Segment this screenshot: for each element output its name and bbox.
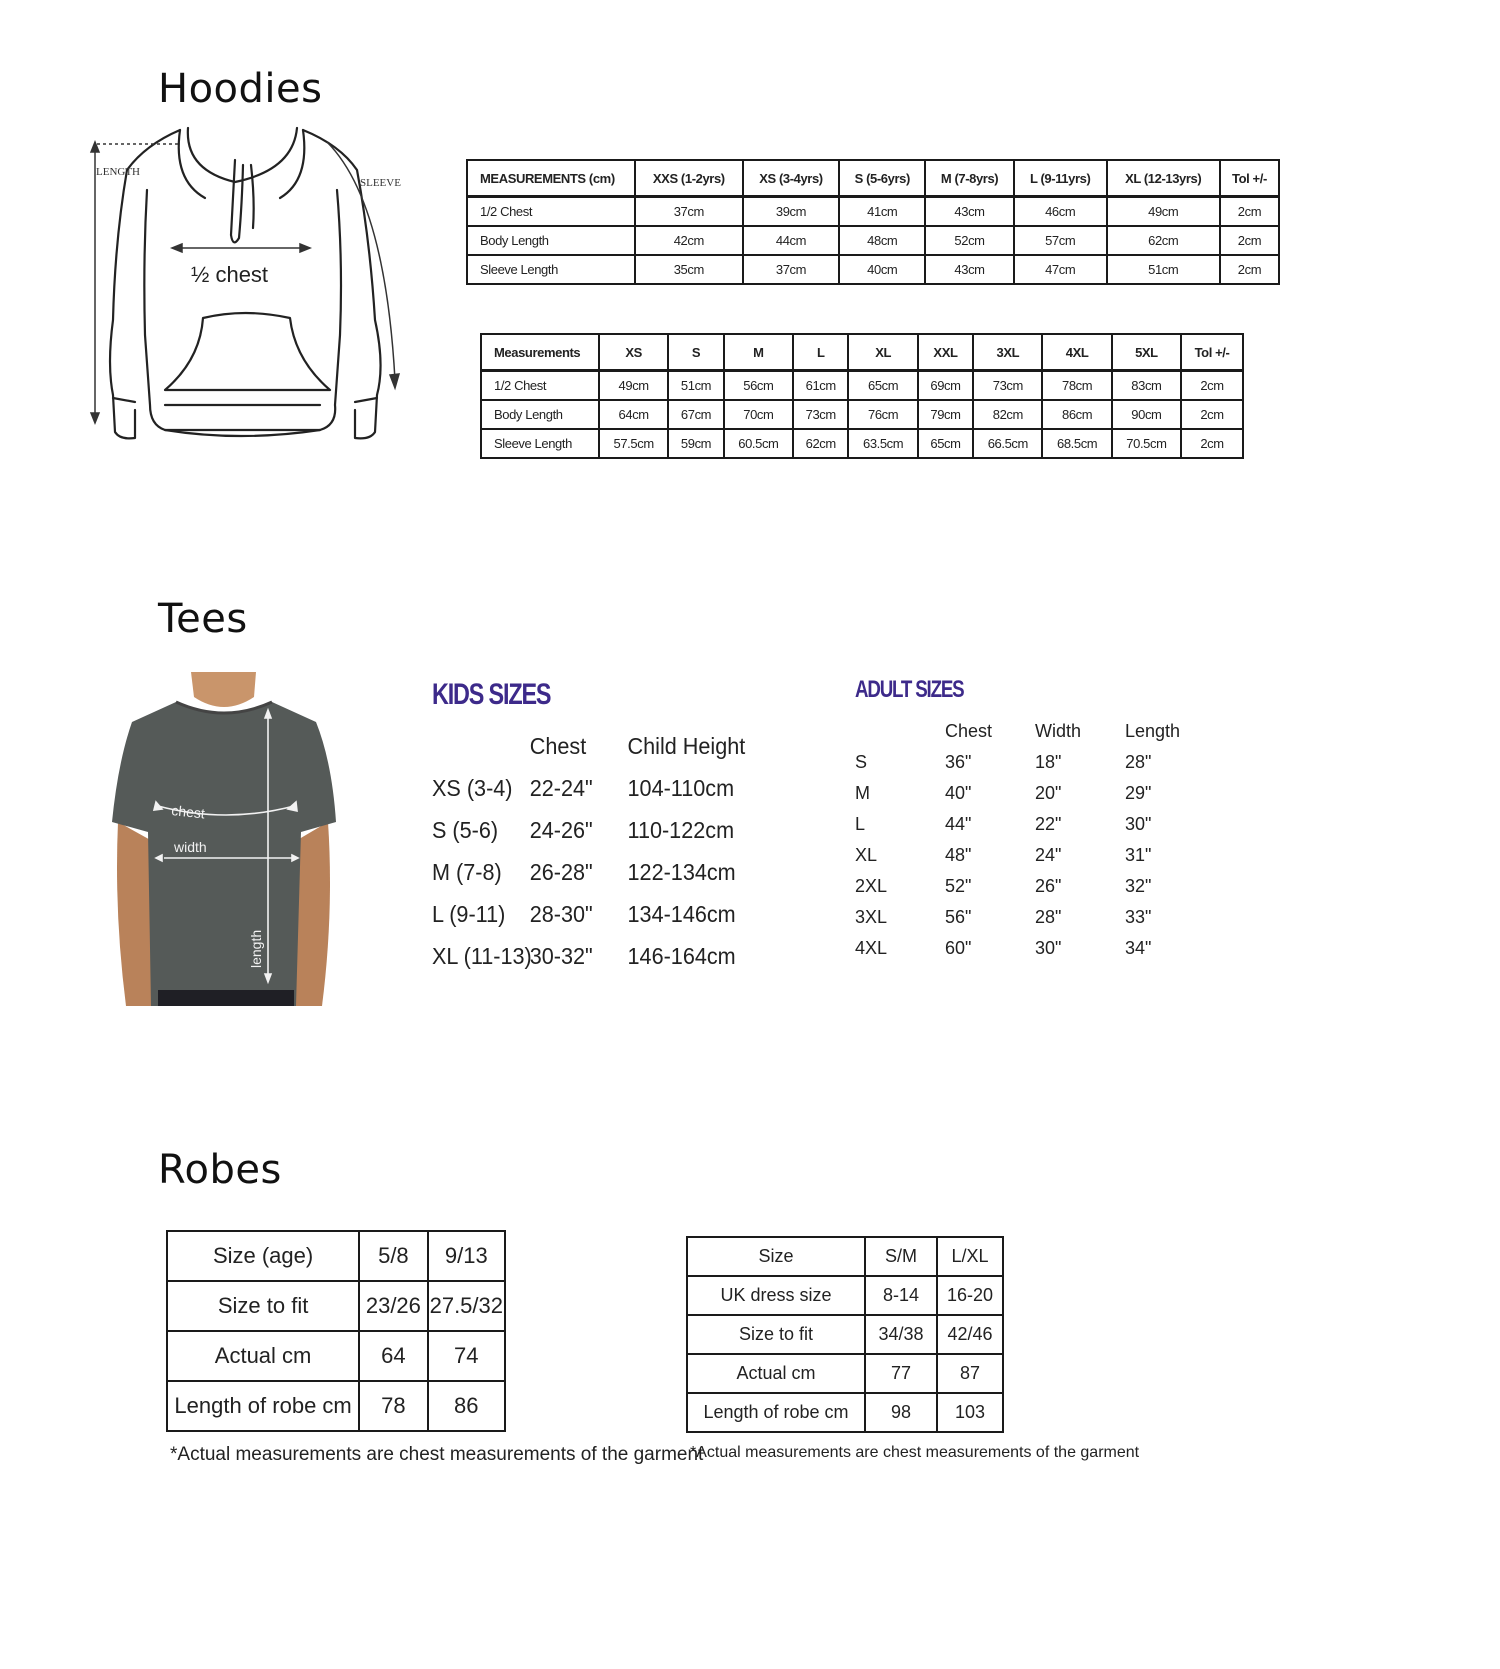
table-cell: 2cm xyxy=(1220,197,1279,227)
row-label: Size xyxy=(687,1237,865,1276)
table-cell: 49cm xyxy=(599,371,668,401)
table-header-cell: XL (12-13yrs) xyxy=(1107,160,1220,197)
tee-width-label: width xyxy=(174,839,207,855)
table-cell: 34/38 xyxy=(865,1315,937,1354)
table-cell: 5/8 xyxy=(359,1231,427,1281)
adult-tee-size-table xyxy=(855,721,1215,959)
table-row xyxy=(687,1237,1003,1276)
table-cell: 60.5cm xyxy=(724,429,793,458)
row-label: Length of robe cm xyxy=(687,1393,865,1432)
table-header-cell: S (5-6yrs) xyxy=(839,160,925,197)
table-cell: 78 xyxy=(359,1381,427,1431)
hoodie-diagram xyxy=(85,120,430,480)
table-header-cell: L (9-11yrs) xyxy=(1014,160,1107,197)
table-cell: 83cm xyxy=(1112,371,1181,401)
table-cell: 28" xyxy=(1125,752,1152,772)
table-header-cell: M (7-8yrs) xyxy=(925,160,1014,197)
row-label: XL (11-13) xyxy=(432,943,532,969)
table-cell: 23/26 xyxy=(359,1281,427,1331)
table-cell: 62cm xyxy=(1107,226,1220,255)
table-header-cell: S xyxy=(668,334,723,371)
table-cell: 36" xyxy=(945,752,972,772)
table-cell: 78cm xyxy=(1042,371,1111,401)
row-label: S (5-6) xyxy=(432,817,499,843)
table-cell: 29" xyxy=(1125,783,1152,803)
table-cell: 73cm xyxy=(973,371,1042,401)
table-row xyxy=(167,1281,505,1331)
table-header-cell: Child Height xyxy=(627,733,746,759)
table-cell: 104-110cm xyxy=(627,775,735,801)
row-label: Length of robe cm xyxy=(167,1381,359,1431)
table-cell: 110-122cm xyxy=(627,817,735,843)
table-cell: 27.5/32 xyxy=(428,1281,505,1331)
table-cell: 26" xyxy=(1035,876,1062,896)
table-cell: 70cm xyxy=(724,400,793,429)
row-label: Actual cm xyxy=(167,1331,359,1381)
table-header-cell: Tol +/- xyxy=(1181,334,1243,371)
table-cell: 86cm xyxy=(1042,400,1111,429)
table-cell: 28-30" xyxy=(529,901,593,927)
table-cell: 30" xyxy=(1035,938,1062,958)
row-label: Sleeve Length xyxy=(467,255,635,284)
table-cell: 52" xyxy=(945,876,972,896)
table-cell: 2cm xyxy=(1181,429,1243,458)
table-cell: 51cm xyxy=(668,371,723,401)
table-cell: 51cm xyxy=(1107,255,1220,284)
table-cell: 57cm xyxy=(1014,226,1107,255)
table-cell: 46cm xyxy=(1014,197,1107,227)
row-label: Size (age) xyxy=(167,1231,359,1281)
table-cell: 69cm xyxy=(918,371,973,401)
table-header-row xyxy=(481,334,1243,371)
table-cell: S/M xyxy=(865,1237,937,1276)
length-label: LENGTH xyxy=(96,166,140,178)
table-row xyxy=(167,1381,505,1431)
row-label: 3XL xyxy=(855,907,888,927)
table-cell: 37cm xyxy=(743,255,840,284)
table-cell: 26-28" xyxy=(529,859,593,885)
table-header-cell: XS xyxy=(599,334,668,371)
table-cell: 79cm xyxy=(918,400,973,429)
table-cell: 41cm xyxy=(839,197,925,227)
robes-title: Robes xyxy=(158,1147,282,1193)
table-cell: 22" xyxy=(1035,814,1062,834)
table-header-cell: M xyxy=(724,334,793,371)
table-cell: 64cm xyxy=(599,400,668,429)
table-cell: 76cm xyxy=(848,400,917,429)
table-cell: 74 xyxy=(428,1331,505,1381)
row-label: Sleeve Length xyxy=(481,429,599,458)
row-label: 1/2 Chest xyxy=(467,197,635,227)
table-cell: 2cm xyxy=(1181,371,1243,401)
table-row xyxy=(467,255,1279,284)
table-header-cell: XL xyxy=(848,334,917,371)
table-cell: 22-24" xyxy=(529,775,593,801)
half-chest-label: ½ chest xyxy=(191,262,269,287)
table-cell: 77 xyxy=(865,1354,937,1393)
table-cell: 24" xyxy=(1035,845,1062,865)
row-label: Body Length xyxy=(467,226,635,255)
table-cell: 33" xyxy=(1125,907,1152,927)
table-row xyxy=(481,400,1243,429)
table-header-cell: 3XL xyxy=(973,334,1042,371)
adult-robe-note: *Actual measurements are chest measurements of the garment xyxy=(690,1444,1140,1461)
kids-sizes-label: KIDS SIZES xyxy=(432,678,551,711)
table-cell: 56" xyxy=(945,907,972,927)
table-cell: 47cm xyxy=(1014,255,1107,284)
row-label: 4XL xyxy=(855,938,888,958)
table-header-cell: Tol +/- xyxy=(1220,160,1279,197)
adult-robe-size-table xyxy=(686,1236,1004,1433)
tee-chest-label: chest xyxy=(170,802,206,822)
kids-robe-note: *Actual measurements are chest measurements of the garment xyxy=(170,1444,704,1465)
table-cell: 62cm xyxy=(793,429,848,458)
row-label: L (9-11) xyxy=(432,901,506,927)
table-row xyxy=(687,1276,1003,1315)
table-cell: 87 xyxy=(937,1354,1003,1393)
table-header-cell: Length xyxy=(1125,721,1181,741)
table-header-row xyxy=(467,160,1279,197)
row-label: Size to fit xyxy=(687,1315,865,1354)
hoodies-title: Hoodies xyxy=(158,66,323,112)
table-cell: 103 xyxy=(937,1393,1003,1432)
row-label: S xyxy=(855,752,868,772)
table-cell: 39cm xyxy=(743,197,840,227)
adult-sizes-label: ADULT SIZES xyxy=(855,676,964,703)
table-header-cell: Measurements xyxy=(481,334,599,371)
table-row xyxy=(687,1315,1003,1354)
table-cell: 122-134cm xyxy=(627,859,736,885)
table-cell: 40cm xyxy=(839,255,925,284)
row-label: Size to fit xyxy=(167,1281,359,1331)
table-cell: 24-26" xyxy=(529,817,593,843)
table-cell: 65cm xyxy=(918,429,973,458)
row-label: XS (3-4) xyxy=(432,775,513,801)
table-row xyxy=(687,1354,1003,1393)
table-header-cell: Width xyxy=(1035,721,1082,741)
table-cell: 146-164cm xyxy=(627,943,736,969)
table-cell: 40" xyxy=(945,783,972,803)
table-cell: 2cm xyxy=(1220,226,1279,255)
table-cell: 134-146cm xyxy=(627,901,736,927)
table-cell: 48cm xyxy=(839,226,925,255)
table-cell: 2cm xyxy=(1181,400,1243,429)
table-cell: 65cm xyxy=(848,371,917,401)
table-cell: 73cm xyxy=(793,400,848,429)
row-label: Actual cm xyxy=(687,1354,865,1393)
table-cell: 43cm xyxy=(925,197,1014,227)
tees-title: Tees xyxy=(158,596,248,642)
table-cell: 64 xyxy=(359,1331,427,1381)
table-cell: 30" xyxy=(1125,814,1152,834)
table-cell: 28" xyxy=(1035,907,1062,927)
tee-diagram xyxy=(96,672,346,1006)
table-cell: 35cm xyxy=(635,255,743,284)
table-cell: 56cm xyxy=(724,371,793,401)
table-cell: 42cm xyxy=(635,226,743,255)
table-cell: 82cm xyxy=(973,400,1042,429)
table-row xyxy=(467,197,1279,227)
table-header-cell: XXL xyxy=(918,334,973,371)
row-label: 2XL xyxy=(855,876,888,896)
table-cell: 70.5cm xyxy=(1112,429,1181,458)
row-label: XL xyxy=(855,845,878,865)
table-cell: 63.5cm xyxy=(848,429,917,458)
table-cell: 44" xyxy=(945,814,972,834)
table-cell: 34" xyxy=(1125,938,1152,958)
table-cell: 86 xyxy=(428,1381,505,1431)
table-cell: 44cm xyxy=(743,226,840,255)
table-cell: 48" xyxy=(945,845,972,865)
kids-robe-size-table xyxy=(166,1230,506,1432)
table-cell: 90cm xyxy=(1112,400,1181,429)
table-header-cell: L xyxy=(793,334,848,371)
row-label: M xyxy=(855,783,870,803)
table-cell: 9/13 xyxy=(428,1231,505,1281)
table-header-cell: Chest xyxy=(529,733,587,759)
table-row xyxy=(467,226,1279,255)
table-cell: 30-32" xyxy=(529,943,593,969)
table-cell: 57.5cm xyxy=(599,429,668,458)
table-row xyxy=(687,1393,1003,1432)
table-header-cell xyxy=(432,733,530,760)
table-cell: 60" xyxy=(945,938,972,958)
table-header-cell: Chest xyxy=(945,721,993,741)
table-cell: 49cm xyxy=(1107,197,1220,227)
table-row xyxy=(481,371,1243,401)
row-label: Body Length xyxy=(481,400,599,429)
table-cell: 52cm xyxy=(925,226,1014,255)
table-row xyxy=(481,429,1243,458)
table-cell: 66.5cm xyxy=(973,429,1042,458)
table-cell: L/XL xyxy=(937,1237,1003,1276)
table-header-cell: 5XL xyxy=(1112,334,1181,371)
hoodie-kids-size-table xyxy=(466,159,1280,285)
table-cell: 59cm xyxy=(668,429,723,458)
table-cell: 20" xyxy=(1035,783,1062,803)
table-header-cell: XXS (1-2yrs) xyxy=(635,160,743,197)
kids-tee-size-table xyxy=(432,733,787,970)
table-row xyxy=(167,1231,505,1281)
table-cell: 42/46 xyxy=(937,1315,1003,1354)
table-header-cell: 4XL xyxy=(1042,334,1111,371)
row-label: L xyxy=(855,814,866,834)
table-cell: 67cm xyxy=(668,400,723,429)
table-cell: 32" xyxy=(1125,876,1152,896)
row-label: 1/2 Chest xyxy=(481,371,599,401)
table-row xyxy=(167,1331,505,1381)
table-cell: 8-14 xyxy=(865,1276,937,1315)
table-cell: 18" xyxy=(1035,752,1062,772)
row-label: M (7-8) xyxy=(432,859,502,885)
table-cell: 2cm xyxy=(1220,255,1279,284)
table-cell: 37cm xyxy=(635,197,743,227)
table-header-cell: XS (3-4yrs) xyxy=(743,160,840,197)
table-header-cell xyxy=(855,721,945,742)
table-cell: 68.5cm xyxy=(1042,429,1111,458)
table-header-cell: MEASUREMENTS (cm) xyxy=(467,160,635,197)
hoodie-adult-size-table xyxy=(480,333,1244,459)
table-cell: 98 xyxy=(865,1393,937,1432)
row-label: UK dress size xyxy=(687,1276,865,1315)
table-cell: 31" xyxy=(1125,845,1152,865)
table-cell: 43cm xyxy=(925,255,1014,284)
table-cell: 16-20 xyxy=(937,1276,1003,1315)
table-cell: 61cm xyxy=(793,371,848,401)
tee-length-label: length xyxy=(248,929,264,968)
sleeve-label: SLEEVE xyxy=(360,177,401,189)
